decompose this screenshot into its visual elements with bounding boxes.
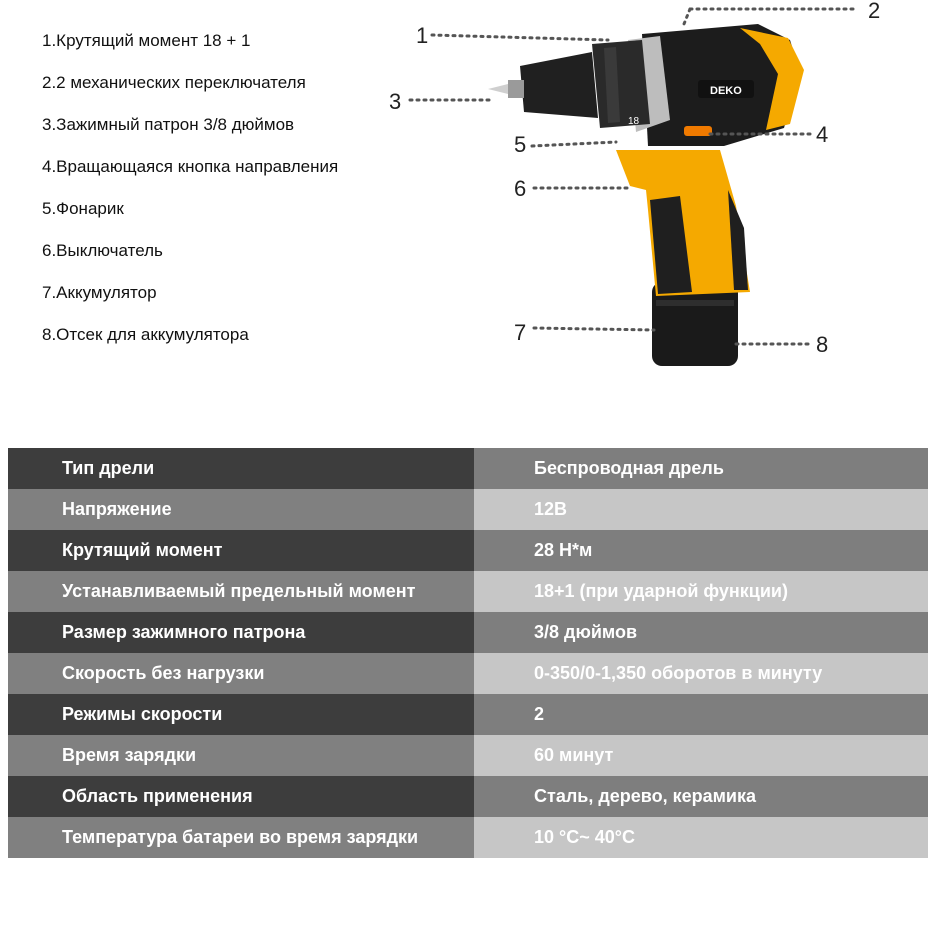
spec-row	[8, 571, 928, 612]
spec-label: Область применения	[8, 776, 474, 817]
legend-item: 7.Аккумулятор	[42, 283, 157, 302]
spec-value: 60 минут	[474, 735, 928, 776]
legend-item: 5.Фонарик	[42, 199, 124, 218]
callout-4: 4	[816, 122, 829, 147]
legend-item: 4.Вращающаяся кнопка направления	[42, 157, 339, 176]
legend-item: 3.Зажимный патрон 3/8 дюймов	[42, 115, 295, 134]
legend-item: 6.Выключатель	[42, 241, 163, 260]
spec-value: 2	[474, 694, 928, 735]
spec-label: Крутящий момент	[8, 530, 474, 571]
spec-label: Размер зажимного патрона	[8, 612, 474, 653]
feature-legend	[42, 30, 338, 366]
spec-value: 0-350/0-1,350 оборотов в минуту	[474, 653, 928, 694]
chuck-marking: 18	[628, 116, 640, 127]
spec-row	[8, 735, 928, 776]
spec-row	[8, 448, 928, 489]
callout-1: 1	[416, 23, 429, 48]
callout-5: 5	[514, 132, 527, 157]
spec-label: Устанавливаемый предельный момент	[8, 571, 474, 612]
legend-item: 8.Отсек для аккумулятора	[42, 325, 249, 344]
spec-label: Время зарядки	[8, 735, 474, 776]
chuck-shape	[520, 52, 598, 118]
spec-row	[8, 612, 928, 653]
spec-label: Температура батареи во время зарядки	[8, 817, 474, 858]
spec-value: 3/8 дюймов	[474, 612, 928, 653]
callout-2: 2	[868, 0, 881, 23]
spec-value: Сталь, дерево, керамика	[474, 776, 928, 817]
spec-row	[8, 694, 928, 735]
spec-value: Беспроводная дрель	[474, 448, 928, 489]
spec-label: Режимы скорости	[8, 694, 474, 735]
legend-item: 1.Крутящий момент 18 + 1	[42, 31, 251, 50]
spec-label: Тип дрели	[8, 448, 474, 489]
spec-table	[8, 448, 928, 858]
spec-row	[8, 530, 928, 571]
spec-label: Скорость без нагрузки	[8, 653, 474, 694]
spec-value: 28 Н*м	[474, 530, 928, 571]
callout-3: 3	[389, 89, 402, 114]
spec-row	[8, 653, 928, 694]
callout-7: 7	[514, 320, 527, 345]
brand-logo: DEKO	[710, 85, 742, 97]
drill-illustration	[380, 0, 928, 400]
legend-item: 2.2 механических переключателя	[42, 73, 306, 92]
spec-value: 18+1 (при ударной функции)	[474, 571, 928, 612]
spec-row	[8, 817, 928, 858]
spec-row	[8, 489, 928, 530]
spec-row	[8, 776, 928, 817]
spec-value: 12В	[474, 489, 928, 530]
spec-value: 10 °С~ 40°С	[474, 817, 928, 858]
spec-label: Напряжение	[8, 489, 474, 530]
callout-8: 8	[816, 332, 829, 357]
trigger-shape	[616, 150, 650, 190]
drill-diagram	[380, 0, 928, 400]
callout-6: 6	[514, 176, 527, 201]
